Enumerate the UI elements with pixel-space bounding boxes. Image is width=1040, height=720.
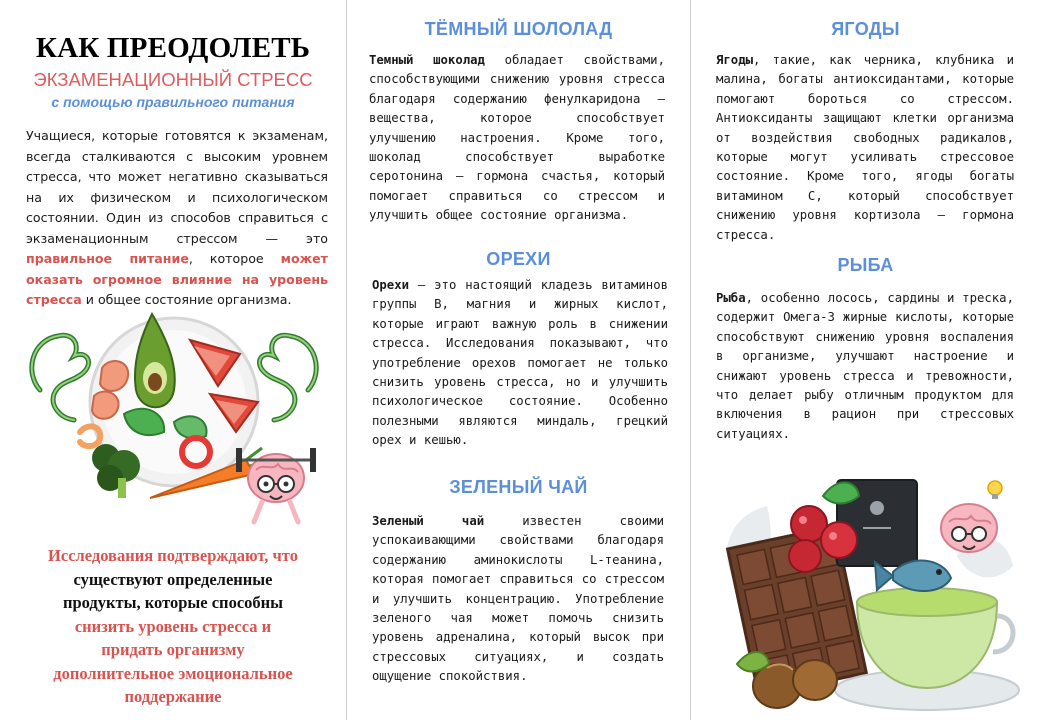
section-text-nuts [372, 276, 668, 451]
research-callout [18, 544, 328, 709]
research-callout-line: снизить уровень стресса и [74, 616, 272, 636]
section-text-chocolate [369, 51, 665, 226]
intro-paragraph [26, 126, 328, 311]
page-title: КАК ПРЕОДОЛЕТЬ [35, 32, 311, 64]
section-heading-tea: ЗЕЛЕНЫЙ ЧАЙ [449, 477, 588, 497]
research-callout-line: Исследования подтверждают, что [48, 546, 298, 565]
intro-highlight-influence: может оказать огромное влияние на уровень стресса [26, 251, 328, 307]
cover-panel [0, 0, 346, 720]
section-lead-berries: Ягоды [716, 53, 754, 67]
section-text-fish [716, 289, 1014, 444]
section-lead-nuts: Орехи [372, 278, 410, 292]
section-body-fish: , особенно лосось, сардины и треска, содержит Омега-3 жирные кислоты, которые способствуют снижению уровня воспаления в организме, улучшают настроение и снижают уровень стресса и тревожности, что делает рыбу отличным продуктом для включения в рацион при стрессовых ситуациях. [716, 291, 1014, 441]
intro-highlight-nutrition: правильное питание [26, 251, 189, 266]
section-body-nuts: – это настоящий кладезь витаминов группы В, магния и жирных кислот, которые играют важную роль в снижении стресса. Исследования показывают, что употребление орехов помогает не только снизить уровень стресса, но и улучшить психологическое состояние. Особенно полезными являются миндаль, грецкий орех и кешью. [372, 278, 669, 448]
section-text-tea [372, 512, 664, 687]
intro-text-mid: , которое [188, 251, 264, 266]
section-body-tea: известен своими успокаивающими свойствами благодаря содержанию аминокислоты L-теанина, которая помогает справиться со стрессом и улучшить концентрацию. Употребление зеленого чая может помочь снизить уровень адреналина, который высок при стрессовых ситуациях, и создать ощущение спокойствия. [372, 514, 664, 684]
research-callout-line: существуют определенные [73, 569, 273, 589]
middle-panel [347, 0, 690, 720]
research-callout-line: придать организму [101, 640, 245, 659]
healthy-food-illustration [14, 302, 334, 534]
section-heading-nuts: ОРЕХИ [486, 249, 551, 269]
intro-text-start: Учащиеся, которые готовятся к экзаменам, всегда сталкиваются с высоким уровнем стресса, что может негативно сказываться на их физическом и психологическом состоянии. Один из способов справиться с экзаменационным стрессом — это [26, 128, 328, 246]
page-subtitle: ЭКЗАМЕНАЦИОННЫЙ СТРЕСС [33, 69, 313, 90]
stress-food-illustration [707, 466, 1025, 716]
right-panel [691, 0, 1040, 720]
section-heading-fish: РЫБА [837, 255, 894, 275]
section-body-chocolate: обладает свойствами, способствующими снижению уровня стресса благодаря содержанию фенулкаридона – вещества, которое способствует улучшению настроения. Кроме того, шоколад способствует выработке серотонина — гормона счастья, который помогает справиться со стрессом и улучшить общее состояние организма. [369, 53, 665, 223]
section-body-berries: , такие, как черника, клубника и малина, богаты антиоксидантами, которые помогают бороться со стрессом. Антиоксиданты защищают клетки организма от воздействия свободных радикалов, которые могут усиливать стрессовое состояние. Кроме того, ягоды богаты витамином С, который способствует снижению уровня кортизола – гормона стресса. [716, 53, 1014, 242]
intro-text-end: и общее состояние организма. [85, 292, 292, 307]
research-callout-line: дополнительное эмоциональное [53, 663, 293, 683]
section-lead-tea: Зеленый чай [372, 514, 485, 528]
section-text-berries [716, 51, 1014, 245]
section-heading-berries: ЯГОДЫ [831, 19, 900, 39]
page-subtitle-secondary: с помощью правильного питания [51, 94, 295, 110]
section-lead-fish: Рыба [716, 291, 746, 305]
research-callout-line: продукты, которые способны [62, 593, 284, 612]
research-callout-line: поддержание [124, 687, 222, 706]
section-heading-chocolate: ТЁМНЫЙ ШОЛОЛАД [424, 19, 613, 39]
section-lead-chocolate: Темный шоколад [369, 53, 485, 67]
